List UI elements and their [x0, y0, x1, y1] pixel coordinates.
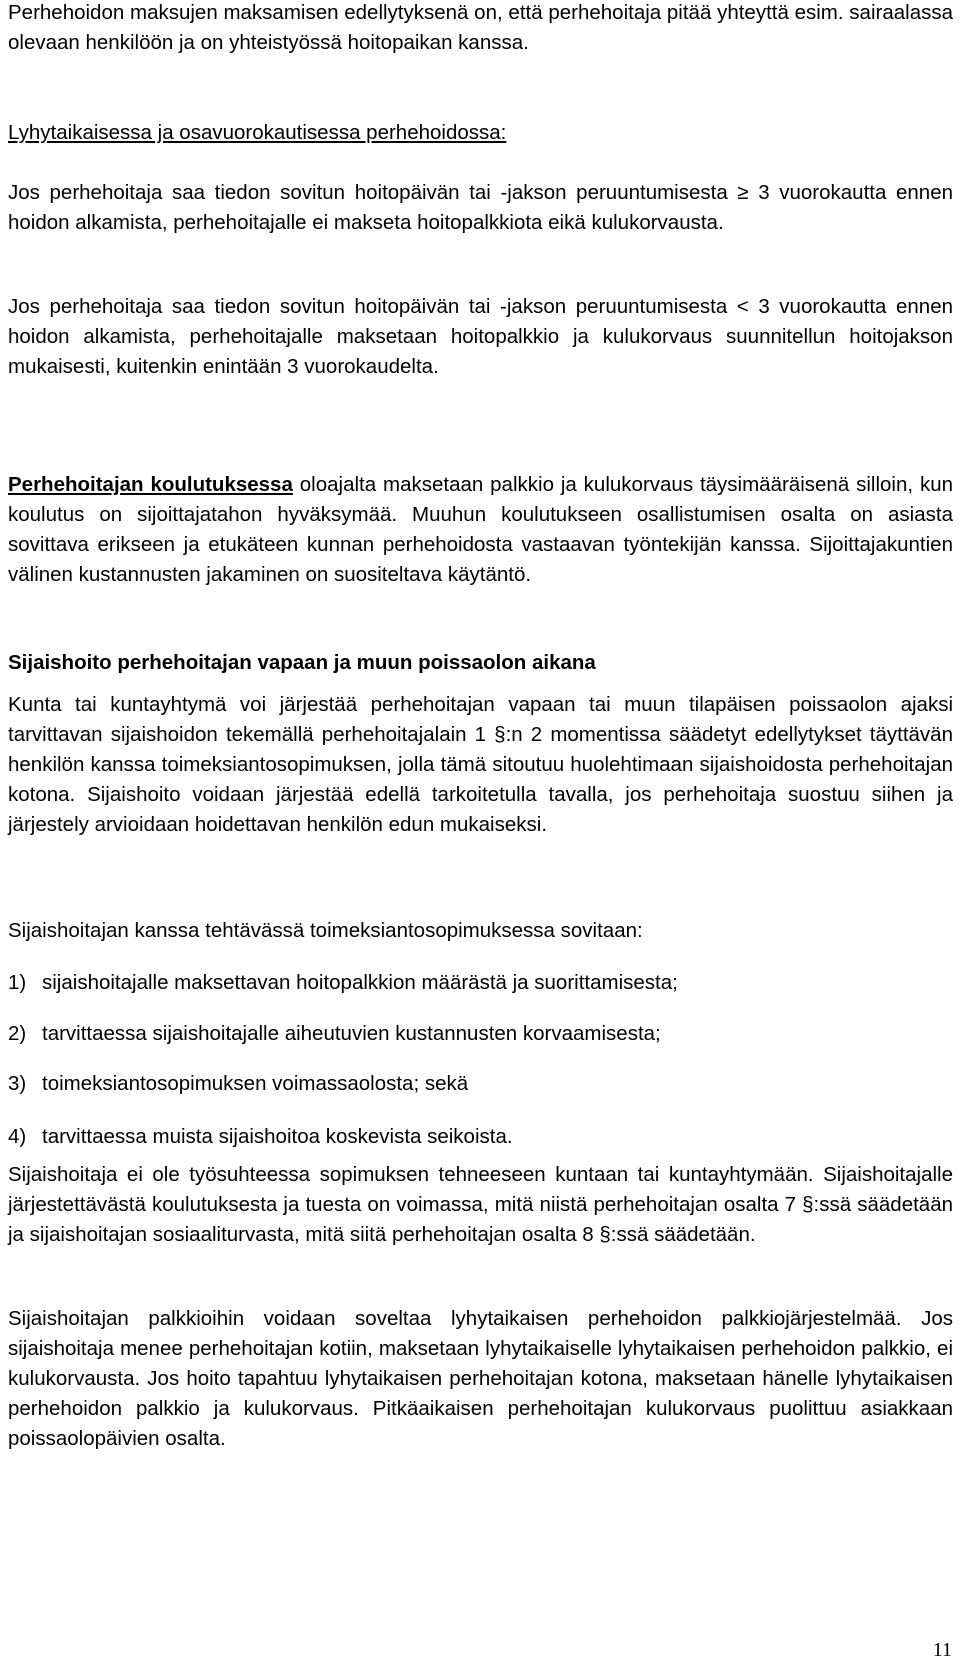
- substitute-paragraph: Kunta tai kuntayhtymä voi järjestää perhehoitajan vapaan tai muun tilapäisen poissaolon ajaksi tarvittavan sijaishoidon tekemällä perhehoitajalain 1 §:n 2 momentissa säädetyt edellytykset täyttävän henkilön kanssa toimeksiantosopimuksen, jolla tämä sitoutuu huolehtimaan sijaishoidosta perhehoitajan kotona. Sijaishoito voidaan järjestää edellä tarkoitetulla tavalla, jos perhehoitaja suostuu siihen ja järjestely arvioidaan hoidettavan henkilön edun mukaiseksi.: [8, 693, 953, 836]
- cancel-ge3-paragraph: Jos perhehoitaja saa tiedon sovitun hoitopäivän tai -jakson peruuntumisesta ≥ 3 vuorokautta ennen hoidon alkamista, perhehoitajalle ei makseta hoitopalkkiota eikä kulukorvausta.: [8, 181, 953, 234]
- list-item: 3) toimeksiantosopimuksen voimassaolosta; sekä: [8, 1072, 469, 1095]
- list-item: 2) tarvittaessa sijaishoitajalle aiheutuvien kustannusten korvaamisesta;: [8, 1022, 661, 1045]
- page-number: 11: [932, 1639, 952, 1661]
- training-term: Perhehoitajan koulutuksessa: [8, 473, 293, 496]
- list-item: 1) sijaishoitajalle maksettavan hoitopalkkion määrästä ja suorittamisesta;: [8, 971, 678, 994]
- short-term-heading: Lyhytaikaisessa ja osavuorokautisessa perhehoidossa:: [8, 121, 507, 144]
- training-paragraph: [8, 470, 953, 590]
- substitute-heading: Sijaishoito perhehoitajan vapaan ja muun poissaolon aikana: [8, 651, 596, 674]
- fees-paragraph: Sijaishoitajan palkkioihin voidaan soveltaa lyhytaikaisen perhehoidon palkkiojärjestelmää. Jos sijaishoitaja menee perhehoitajan kotiin, maksetaan lyhytaikaiselle lyhytaikaisen perhehoidon palkkio, ei kulukorvausta. Jos hoito tapahtuu lyhytaikaisen perhehoitajan kotona, maksetaan hänelle lyhytaikaisen perhehoidon palkkio ja kulukorvaus. Pitkäaikaisen perhehoitajan kulukorvaus puolittuu asiakkaan poissaolopäivien osalta.: [8, 1307, 953, 1450]
- list-item: 4) tarvittaessa muista sijaishoitoa koskevista seikoista.: [8, 1125, 513, 1148]
- training-text: oloajalta maksetaan palkkio ja kulukorvaus täysimääräisenä silloin, kun koulutus on sijoittajatahon hyväksymää. Muuhun koulutukseen osallistumisen osalta on asiasta sovittava erikseen ja etukäteen kunnan perhehoidosta vastaavan työntekijän kanssa. Sijoittajakuntien välinen kustannusten jakaminen on suositeltava käytäntö.: [8, 473, 953, 586]
- intro-paragraph: Perhehoidon maksujen maksamisen edellytyksenä on, että perhehoitaja pitää yhteyttä esim. sairaalassa olevaan henkilöön ja on yhteistyössä hoitopaikan kanssa.: [8, 1, 953, 54]
- agreement-intro: Sijaishoitajan kanssa tehtävässä toimeksiantosopimuksessa sovitaan:: [8, 919, 643, 942]
- employment-paragraph: Sijaishoitaja ei ole työsuhteessa sopimuksen tehneeseen kuntaan tai kuntayhtymään. Sijaishoitajalle järjestettävästä koulutuksesta ja tuesta on voimassa, mitä niistä perhehoitajan osalta 7 §:ssä säädetään ja sijaishoitajan sosiaaliturvasta, mitä siitä perhehoitajan osalta 8 §:ssä säädetään.: [8, 1163, 953, 1246]
- cancel-lt3-paragraph: Jos perhehoitaja saa tiedon sovitun hoitopäivän tai -jakson peruuntumisesta < 3 vuorokautta ennen hoidon alkamista, perhehoitajalle maksetaan hoitopalkkio ja kulukorvaus suunnitellun hoitojakson mukaisesti, kuitenkin enintään 3 vuorokaudelta.: [8, 295, 953, 378]
